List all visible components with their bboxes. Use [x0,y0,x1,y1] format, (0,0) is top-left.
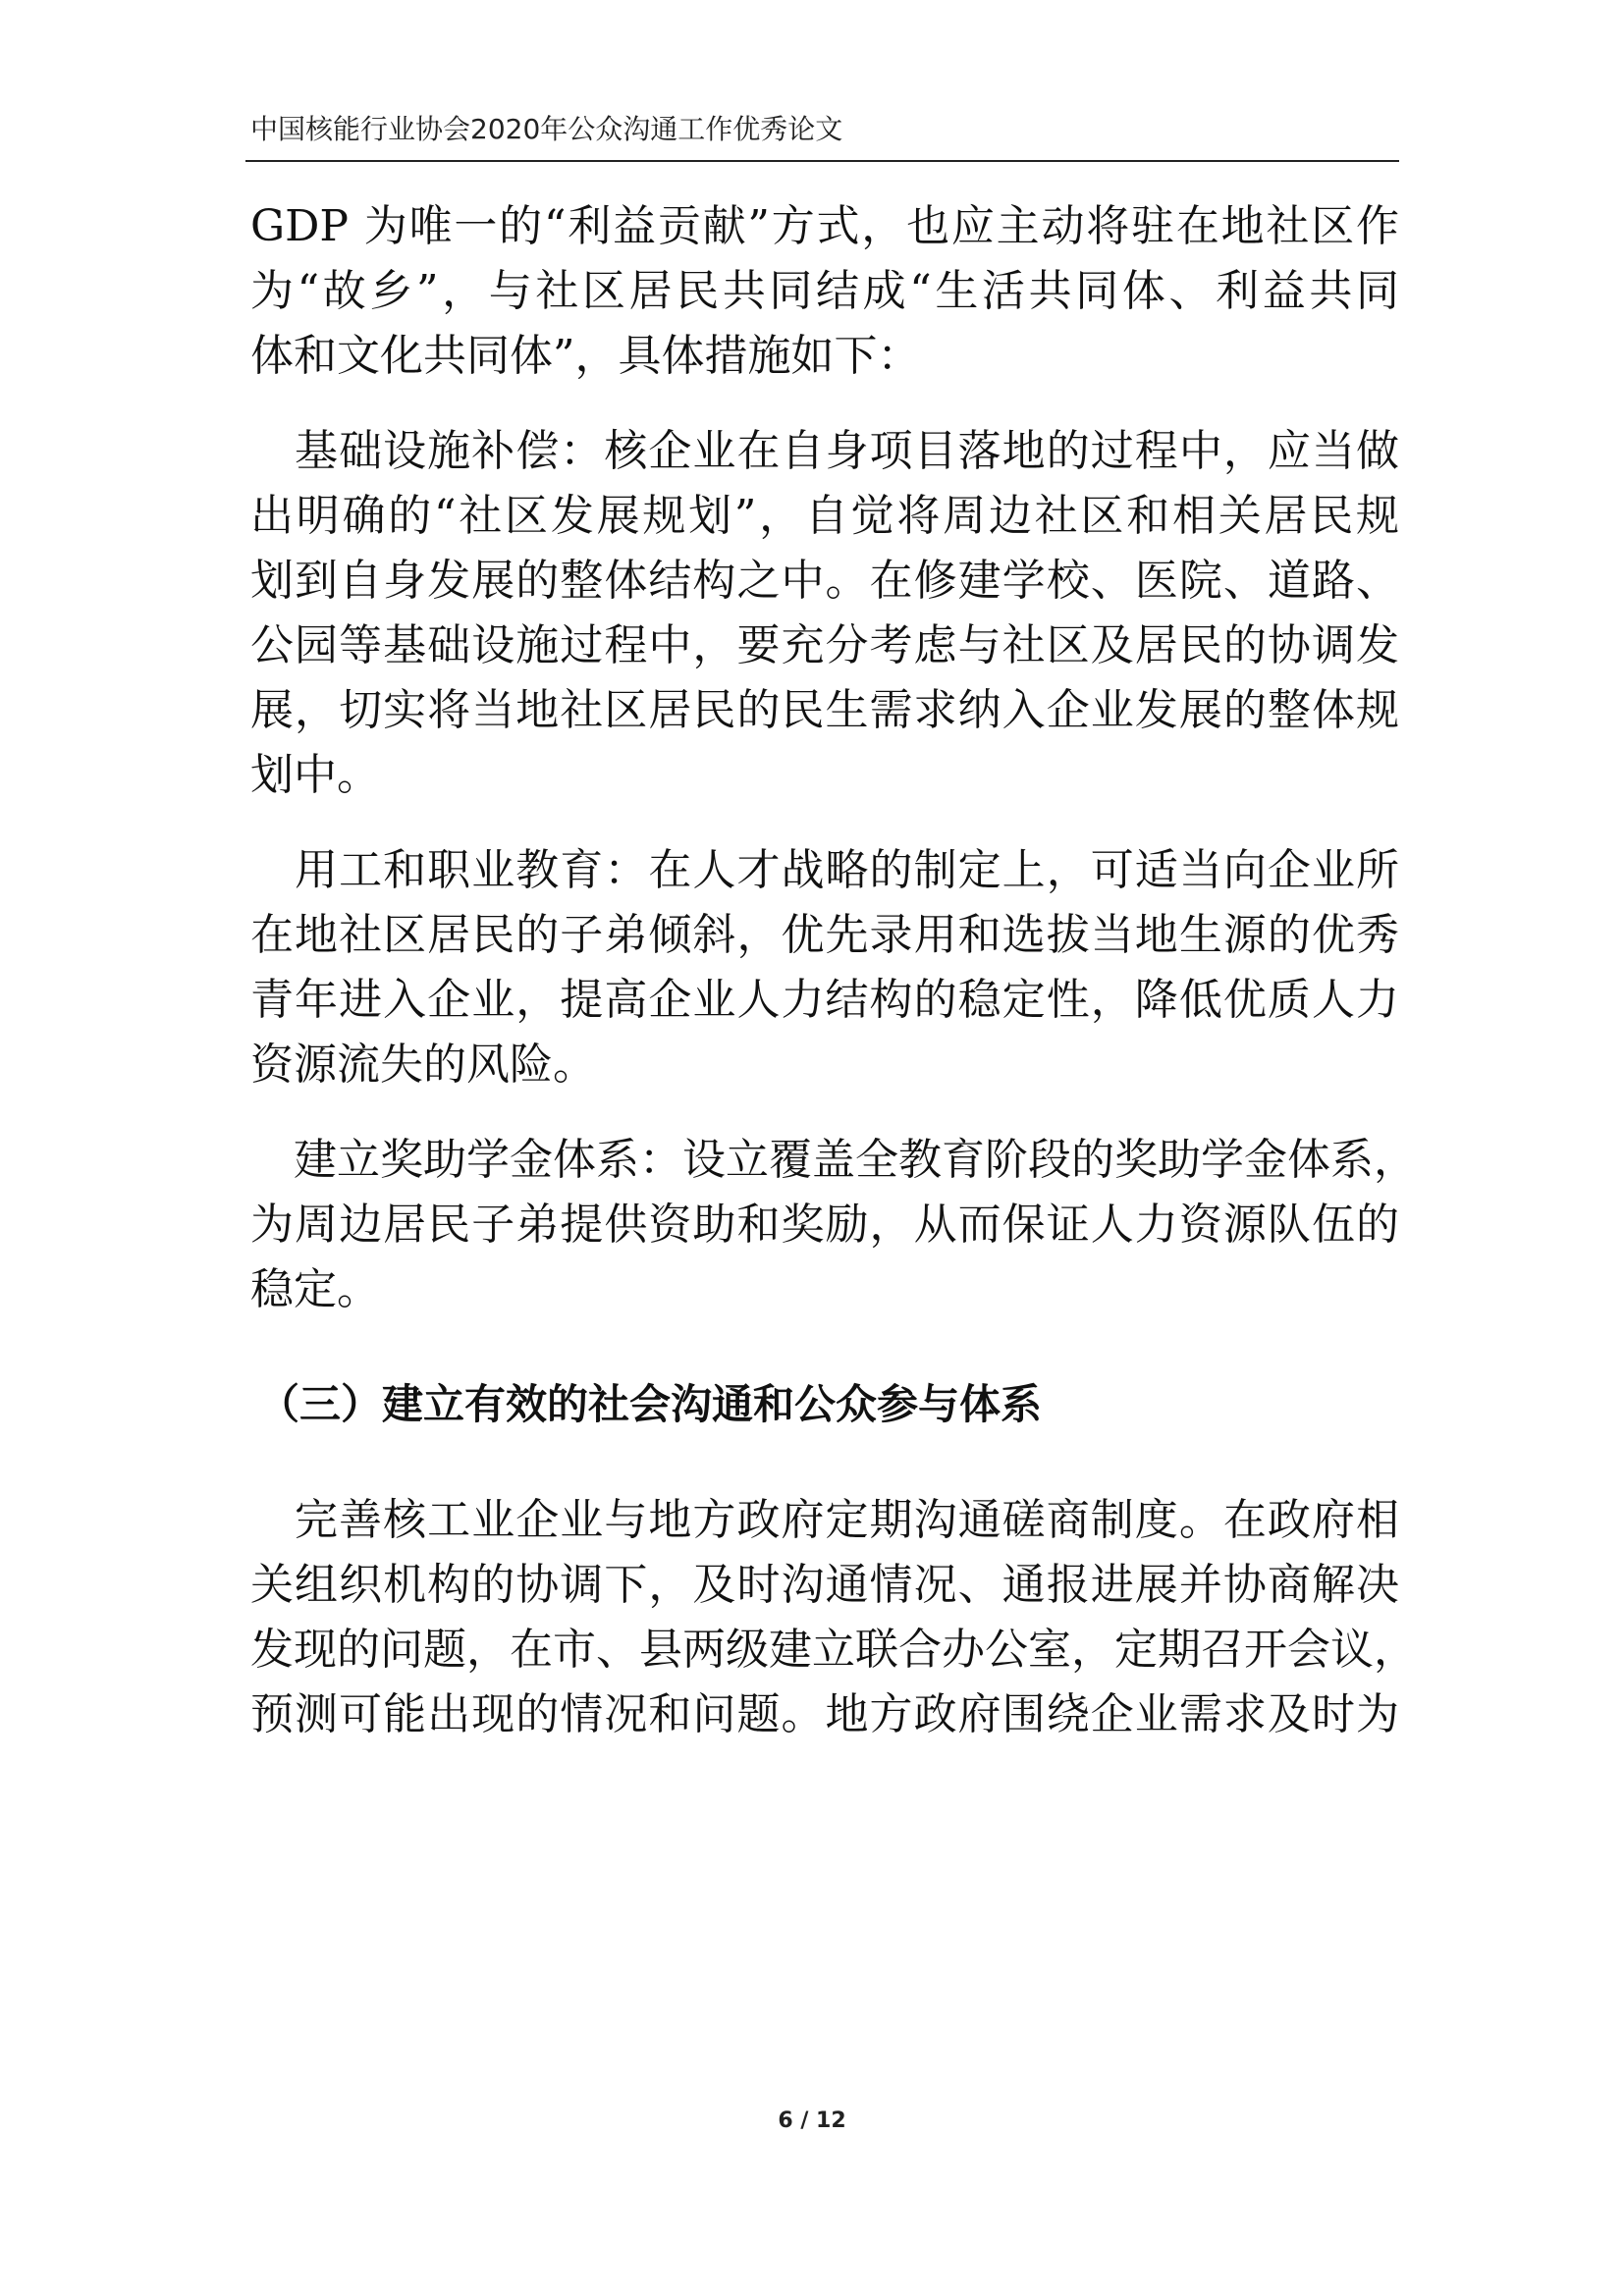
text-line: 用工和职业教育：在人才战略的制定上，可适当向企业所 [250,845,1399,895]
text-line: 稳定。 [250,1264,380,1314]
text-line: 完善核工业企业与地方政府定期沟通磋商制度。在政府相 [250,1495,1399,1545]
text-line: 划到自身发展的整体结构之中。在修建学校、医院、道路、 [250,556,1399,606]
text-line: 资源流失的风险。 [250,1040,596,1090]
header-divider [245,160,1399,162]
text-line: 为周边居民子弟提供资助和奖励，从而保证人力资源队伍的 [250,1200,1399,1250]
text-line: 为“故乡”，与社区居民共同结成“生活共同体、利益共同 [250,266,1399,316]
text-line: 关组织机构的协调下，及时沟通情况、通报进展并协商解决 [250,1560,1399,1610]
text-line: 展，切实将当地社区居民的民生需求纳入企业发展的整体规 [250,685,1399,735]
text-line: 建立奖助学金体系：设立覆盖全教育阶段的奖助学金体系， [250,1135,1417,1185]
text-line: 发现的问题，在市、县两级建立联合办公室，定期召开会议， [250,1625,1417,1675]
section-heading: （三）建立有效的社会沟通和公众参与体系 [258,1380,1043,1428]
running-header: 中国核能行业协会2020年公众沟通工作优秀论文 [250,113,843,145]
text-line: 公园等基础设施过程中，要充分考虑与社区及居民的协调发 [250,620,1399,670]
text-line: 基础设施补偿：核企业在自身项目落地的过程中，应当做 [250,426,1399,476]
text-line: 出明确的“社区发展规划”，自觉将周边社区和相关居民规 [250,491,1399,541]
text-line: 预测可能出现的情况和问题。地方政府围绕企业需求及时为 [250,1689,1399,1739]
text-line: 青年进入企业，提高企业人力结构的稳定性，降低优质人力 [250,975,1399,1025]
paragraph-employment [250,838,1399,1097]
paragraph-scholarship [250,1128,1417,1322]
text-line: 划中。 [250,750,380,800]
page-number: 6 / 12 [778,2109,846,2133]
paragraph [250,194,1399,389]
document-body [250,194,1417,1778]
text-line: GDP 为唯一的“利益贡献”方式，也应主动将驻在地社区作 [250,201,1399,251]
text-line: 在地社区居民的子弟倾斜，优先录用和选拔当地生源的优秀 [250,910,1399,960]
paragraph-infrastructure [250,419,1399,808]
paragraph-communication [250,1488,1417,1747]
text-line: 体和文化共同体”，具体措施如下： [250,331,921,381]
